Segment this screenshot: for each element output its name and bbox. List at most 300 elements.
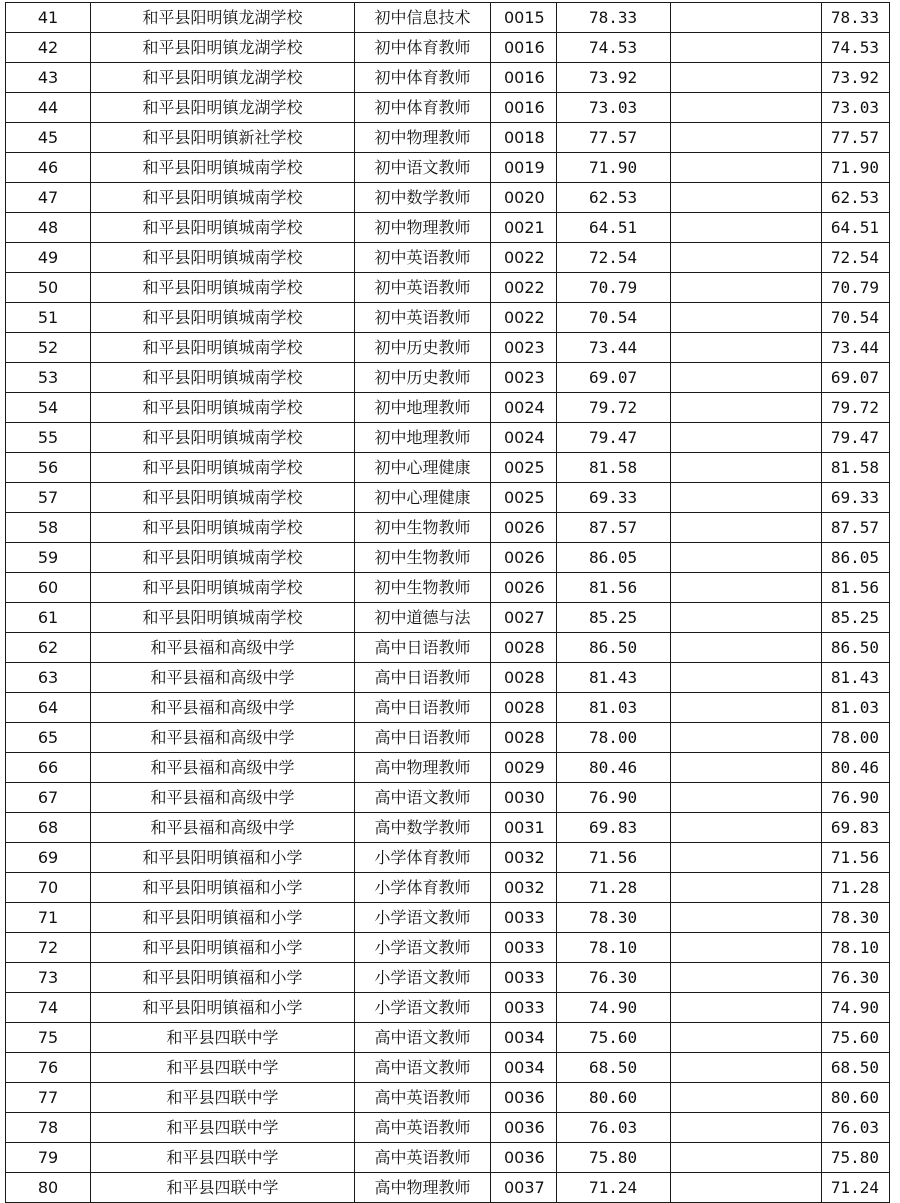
written-score: 78.00 (557, 723, 671, 753)
row-number: 77 (6, 1083, 91, 1113)
post-code: 0023 (491, 363, 557, 393)
row-number: 54 (6, 393, 91, 423)
blank-cell (671, 963, 822, 993)
table-row (6, 483, 890, 513)
row-number: 74 (6, 993, 91, 1023)
post-name: 小学语文教师 (355, 993, 491, 1023)
row-number: 69 (6, 843, 91, 873)
row-number: 68 (6, 813, 91, 843)
post-name: 初中生物教师 (355, 513, 491, 543)
blank-cell (671, 63, 822, 93)
total-score: 87.57 (822, 513, 890, 543)
row-number: 71 (6, 903, 91, 933)
school-name: 和平县阳明镇龙湖学校 (91, 33, 355, 63)
table-row (6, 1083, 890, 1113)
table-row (6, 1113, 890, 1143)
total-score: 74.90 (822, 993, 890, 1023)
post-name: 高中日语教师 (355, 693, 491, 723)
table-row (6, 333, 890, 363)
post-name: 初中道德与法 (355, 603, 491, 633)
post-name: 初中英语教师 (355, 303, 491, 333)
post-name: 高中英语教师 (355, 1143, 491, 1173)
post-name: 初中历史教师 (355, 363, 491, 393)
school-name: 和平县四联中学 (91, 1053, 355, 1083)
row-number: 72 (6, 933, 91, 963)
row-number: 46 (6, 153, 91, 183)
written-score: 71.24 (557, 1173, 671, 1203)
written-score: 68.50 (557, 1053, 671, 1083)
total-score: 74.53 (822, 33, 890, 63)
written-score: 76.03 (557, 1113, 671, 1143)
written-score: 78.30 (557, 903, 671, 933)
post-name: 初中数学教师 (355, 183, 491, 213)
blank-cell (671, 753, 822, 783)
table-row (6, 183, 890, 213)
blank-cell (671, 423, 822, 453)
row-number: 57 (6, 483, 91, 513)
row-number: 41 (6, 3, 91, 33)
school-name: 和平县阳明镇城南学校 (91, 213, 355, 243)
table-row (6, 933, 890, 963)
table-row (6, 1173, 890, 1203)
table-row (6, 843, 890, 873)
written-score: 78.10 (557, 933, 671, 963)
written-score: 70.79 (557, 273, 671, 303)
row-number: 73 (6, 963, 91, 993)
post-name: 小学语文教师 (355, 963, 491, 993)
school-name: 和平县福和高级中学 (91, 723, 355, 753)
post-code: 0022 (491, 303, 557, 333)
blank-cell (671, 933, 822, 963)
blank-cell (671, 1083, 822, 1113)
post-code: 0025 (491, 453, 557, 483)
post-name: 初中英语教师 (355, 243, 491, 273)
blank-cell (671, 93, 822, 123)
school-name: 和平县阳明镇龙湖学校 (91, 63, 355, 93)
row-number: 79 (6, 1143, 91, 1173)
total-score: 85.25 (822, 603, 890, 633)
post-code: 0028 (491, 663, 557, 693)
table-body (6, 3, 890, 1203)
written-score: 80.46 (557, 753, 671, 783)
post-name: 高中语文教师 (355, 1023, 491, 1053)
row-number: 49 (6, 243, 91, 273)
post-code: 0034 (491, 1023, 557, 1053)
blank-cell (671, 513, 822, 543)
table-row (6, 453, 890, 483)
written-score: 78.33 (557, 3, 671, 33)
total-score: 77.57 (822, 123, 890, 153)
table-row (6, 3, 890, 33)
post-name: 初中体育教师 (355, 33, 491, 63)
total-score: 81.56 (822, 573, 890, 603)
post-name: 小学体育教师 (355, 873, 491, 903)
blank-cell (671, 183, 822, 213)
total-score: 71.56 (822, 843, 890, 873)
post-name: 初中历史教师 (355, 333, 491, 363)
table-row (6, 573, 890, 603)
school-name: 和平县阳明镇福和小学 (91, 993, 355, 1023)
school-name: 和平县阳明镇城南学校 (91, 513, 355, 543)
row-number: 70 (6, 873, 91, 903)
school-name: 和平县四联中学 (91, 1173, 355, 1203)
post-code: 0032 (491, 873, 557, 903)
row-number: 47 (6, 183, 91, 213)
post-code: 0028 (491, 633, 557, 663)
post-code: 0026 (491, 543, 557, 573)
written-score: 73.92 (557, 63, 671, 93)
row-number: 45 (6, 123, 91, 153)
table-row (6, 93, 890, 123)
total-score: 86.50 (822, 633, 890, 663)
school-name: 和平县阳明镇城南学校 (91, 363, 355, 393)
school-name: 和平县阳明镇城南学校 (91, 543, 355, 573)
post-code: 0033 (491, 933, 557, 963)
blank-cell (671, 573, 822, 603)
school-name: 和平县福和高级中学 (91, 663, 355, 693)
table-row (6, 363, 890, 393)
total-score: 73.44 (822, 333, 890, 363)
table-row (6, 423, 890, 453)
school-name: 和平县阳明镇龙湖学校 (91, 3, 355, 33)
row-number: 61 (6, 603, 91, 633)
total-score: 81.58 (822, 453, 890, 483)
school-name: 和平县阳明镇福和小学 (91, 903, 355, 933)
row-number: 53 (6, 363, 91, 393)
post-code: 0027 (491, 603, 557, 633)
post-code: 0025 (491, 483, 557, 513)
total-score: 73.92 (822, 63, 890, 93)
post-code: 0021 (491, 213, 557, 243)
school-name: 和平县福和高级中学 (91, 753, 355, 783)
post-name: 初中生物教师 (355, 573, 491, 603)
total-score: 71.90 (822, 153, 890, 183)
blank-cell (671, 723, 822, 753)
post-name: 初中物理教师 (355, 123, 491, 153)
row-number: 67 (6, 783, 91, 813)
written-score: 69.07 (557, 363, 671, 393)
row-number: 66 (6, 753, 91, 783)
total-score: 73.03 (822, 93, 890, 123)
post-code: 0024 (491, 423, 557, 453)
written-score: 77.57 (557, 123, 671, 153)
post-code: 0020 (491, 183, 557, 213)
blank-cell (671, 813, 822, 843)
post-name: 初中语文教师 (355, 153, 491, 183)
written-score: 74.90 (557, 993, 671, 1023)
written-score: 69.33 (557, 483, 671, 513)
table-row (6, 723, 890, 753)
total-score: 76.30 (822, 963, 890, 993)
post-name: 初中物理教师 (355, 213, 491, 243)
post-code: 0028 (491, 693, 557, 723)
written-score: 71.56 (557, 843, 671, 873)
written-score: 75.60 (557, 1023, 671, 1053)
total-score: 64.51 (822, 213, 890, 243)
total-score: 69.33 (822, 483, 890, 513)
blank-cell (671, 633, 822, 663)
school-name: 和平县阳明镇城南学校 (91, 153, 355, 183)
table-row (6, 1023, 890, 1053)
written-score: 64.51 (557, 213, 671, 243)
post-name: 高中英语教师 (355, 1113, 491, 1143)
blank-cell (671, 1173, 822, 1203)
school-name: 和平县阳明镇城南学校 (91, 303, 355, 333)
school-name: 和平县福和高级中学 (91, 813, 355, 843)
total-score: 71.28 (822, 873, 890, 903)
school-name: 和平县福和高级中学 (91, 633, 355, 663)
total-score: 86.05 (822, 543, 890, 573)
school-name: 和平县阳明镇城南学校 (91, 183, 355, 213)
post-code: 0036 (491, 1143, 557, 1173)
table-row (6, 243, 890, 273)
post-code: 0037 (491, 1173, 557, 1203)
blank-cell (671, 993, 822, 1023)
school-name: 和平县阳明镇福和小学 (91, 933, 355, 963)
table-row (6, 393, 890, 423)
blank-cell (671, 1053, 822, 1083)
row-number: 56 (6, 453, 91, 483)
written-score: 74.53 (557, 33, 671, 63)
blank-cell (671, 453, 822, 483)
table-row (6, 633, 890, 663)
school-name: 和平县福和高级中学 (91, 693, 355, 723)
total-score: 78.33 (822, 3, 890, 33)
total-score: 79.47 (822, 423, 890, 453)
blank-cell (671, 303, 822, 333)
post-code: 0018 (491, 123, 557, 153)
table-row (6, 1143, 890, 1173)
total-score: 81.03 (822, 693, 890, 723)
total-score: 70.79 (822, 273, 890, 303)
blank-cell (671, 213, 822, 243)
table-row (6, 33, 890, 63)
blank-cell (671, 483, 822, 513)
post-name: 初中生物教师 (355, 543, 491, 573)
school-name: 和平县阳明镇福和小学 (91, 963, 355, 993)
school-name: 和平县阳明镇城南学校 (91, 423, 355, 453)
blank-cell (671, 273, 822, 303)
school-name: 和平县四联中学 (91, 1113, 355, 1143)
post-name: 高中数学教师 (355, 813, 491, 843)
total-score: 71.24 (822, 1173, 890, 1203)
blank-cell (671, 333, 822, 363)
post-code: 0023 (491, 333, 557, 363)
post-code: 0030 (491, 783, 557, 813)
blank-cell (671, 603, 822, 633)
blank-cell (671, 33, 822, 63)
school-name: 和平县阳明镇新社学校 (91, 123, 355, 153)
row-number: 48 (6, 213, 91, 243)
blank-cell (671, 903, 822, 933)
total-score: 72.54 (822, 243, 890, 273)
table-row (6, 753, 890, 783)
written-score: 81.56 (557, 573, 671, 603)
table-row (6, 273, 890, 303)
blank-cell (671, 1023, 822, 1053)
table-row (6, 993, 890, 1023)
table-row (6, 63, 890, 93)
post-code: 0033 (491, 903, 557, 933)
blank-cell (671, 243, 822, 273)
post-code: 0015 (491, 3, 557, 33)
school-name: 和平县阳明镇城南学校 (91, 393, 355, 423)
blank-cell (671, 783, 822, 813)
written-score: 79.72 (557, 393, 671, 423)
post-name: 初中信息技术 (355, 3, 491, 33)
school-name: 和平县阳明镇城南学校 (91, 273, 355, 303)
post-name: 高中语文教师 (355, 783, 491, 813)
blank-cell (671, 873, 822, 903)
post-code: 0031 (491, 813, 557, 843)
table-row (6, 813, 890, 843)
school-name: 和平县四联中学 (91, 1143, 355, 1173)
school-name: 和平县福和高级中学 (91, 783, 355, 813)
school-name: 和平县阳明镇城南学校 (91, 603, 355, 633)
total-score: 70.54 (822, 303, 890, 333)
total-score: 69.07 (822, 363, 890, 393)
written-score: 86.50 (557, 633, 671, 663)
written-score: 73.44 (557, 333, 671, 363)
row-number: 55 (6, 423, 91, 453)
written-score: 81.58 (557, 453, 671, 483)
blank-cell (671, 693, 822, 723)
total-score: 76.90 (822, 783, 890, 813)
total-score: 78.30 (822, 903, 890, 933)
table-row (6, 903, 890, 933)
total-score: 62.53 (822, 183, 890, 213)
row-number: 75 (6, 1023, 91, 1053)
row-number: 58 (6, 513, 91, 543)
post-name: 高中语文教师 (355, 1053, 491, 1083)
post-code: 0024 (491, 393, 557, 423)
table-row (6, 963, 890, 993)
post-code: 0016 (491, 63, 557, 93)
post-name: 初中体育教师 (355, 93, 491, 123)
post-name: 初中地理教师 (355, 393, 491, 423)
total-score: 75.80 (822, 1143, 890, 1173)
post-name: 初中英语教师 (355, 273, 491, 303)
post-name: 高中物理教师 (355, 753, 491, 783)
post-name: 高中日语教师 (355, 723, 491, 753)
blank-cell (671, 843, 822, 873)
post-code: 0032 (491, 843, 557, 873)
row-number: 52 (6, 333, 91, 363)
blank-cell (671, 3, 822, 33)
total-score: 78.00 (822, 723, 890, 753)
row-number: 76 (6, 1053, 91, 1083)
blank-cell (671, 663, 822, 693)
post-name: 高中英语教师 (355, 1083, 491, 1113)
table-row (6, 153, 890, 183)
school-name: 和平县阳明镇城南学校 (91, 243, 355, 273)
school-name: 和平县阳明镇城南学校 (91, 333, 355, 363)
total-score: 80.46 (822, 753, 890, 783)
row-number: 60 (6, 573, 91, 603)
post-code: 0033 (491, 993, 557, 1023)
row-number: 64 (6, 693, 91, 723)
written-score: 62.53 (557, 183, 671, 213)
post-name: 高中日语教师 (355, 633, 491, 663)
table-row (6, 543, 890, 573)
school-name: 和平县阳明镇城南学校 (91, 483, 355, 513)
table-row (6, 1053, 890, 1083)
post-name: 初中心理健康 (355, 483, 491, 513)
blank-cell (671, 123, 822, 153)
post-code: 0033 (491, 963, 557, 993)
written-score: 81.03 (557, 693, 671, 723)
row-number: 43 (6, 63, 91, 93)
post-code: 0028 (491, 723, 557, 753)
row-number: 51 (6, 303, 91, 333)
blank-cell (671, 543, 822, 573)
table-row (6, 123, 890, 153)
post-name: 小学体育教师 (355, 843, 491, 873)
score-table (5, 2, 890, 1203)
total-score: 80.60 (822, 1083, 890, 1113)
written-score: 86.05 (557, 543, 671, 573)
post-name: 高中物理教师 (355, 1173, 491, 1203)
post-name: 高中日语教师 (355, 663, 491, 693)
written-score: 80.60 (557, 1083, 671, 1113)
written-score: 81.43 (557, 663, 671, 693)
blank-cell (671, 1143, 822, 1173)
written-score: 75.80 (557, 1143, 671, 1173)
post-code: 0022 (491, 273, 557, 303)
total-score: 78.10 (822, 933, 890, 963)
written-score: 85.25 (557, 603, 671, 633)
table-row (6, 693, 890, 723)
row-number: 42 (6, 33, 91, 63)
written-score: 79.47 (557, 423, 671, 453)
blank-cell (671, 153, 822, 183)
post-name: 小学语文教师 (355, 903, 491, 933)
blank-cell (671, 363, 822, 393)
row-number: 62 (6, 633, 91, 663)
school-name: 和平县阳明镇福和小学 (91, 873, 355, 903)
row-number: 63 (6, 663, 91, 693)
school-name: 和平县四联中学 (91, 1083, 355, 1113)
school-name: 和平县阳明镇龙湖学校 (91, 93, 355, 123)
blank-cell (671, 1113, 822, 1143)
written-score: 69.83 (557, 813, 671, 843)
written-score: 76.30 (557, 963, 671, 993)
post-code: 0016 (491, 33, 557, 63)
written-score: 76.90 (557, 783, 671, 813)
post-code: 0034 (491, 1053, 557, 1083)
row-number: 80 (6, 1173, 91, 1203)
table-row (6, 303, 890, 333)
post-name: 初中心理健康 (355, 453, 491, 483)
post-code: 0026 (491, 513, 557, 543)
table-row (6, 603, 890, 633)
total-score: 69.83 (822, 813, 890, 843)
written-score: 70.54 (557, 303, 671, 333)
row-number: 78 (6, 1113, 91, 1143)
blank-cell (671, 393, 822, 423)
total-score: 68.50 (822, 1053, 890, 1083)
table-row (6, 873, 890, 903)
post-code: 0036 (491, 1113, 557, 1143)
written-score: 71.90 (557, 153, 671, 183)
post-name: 小学语文教师 (355, 933, 491, 963)
school-name: 和平县四联中学 (91, 1023, 355, 1053)
school-name: 和平县阳明镇城南学校 (91, 453, 355, 483)
total-score: 79.72 (822, 393, 890, 423)
row-number: 65 (6, 723, 91, 753)
school-name: 和平县阳明镇城南学校 (91, 573, 355, 603)
post-code: 0036 (491, 1083, 557, 1113)
